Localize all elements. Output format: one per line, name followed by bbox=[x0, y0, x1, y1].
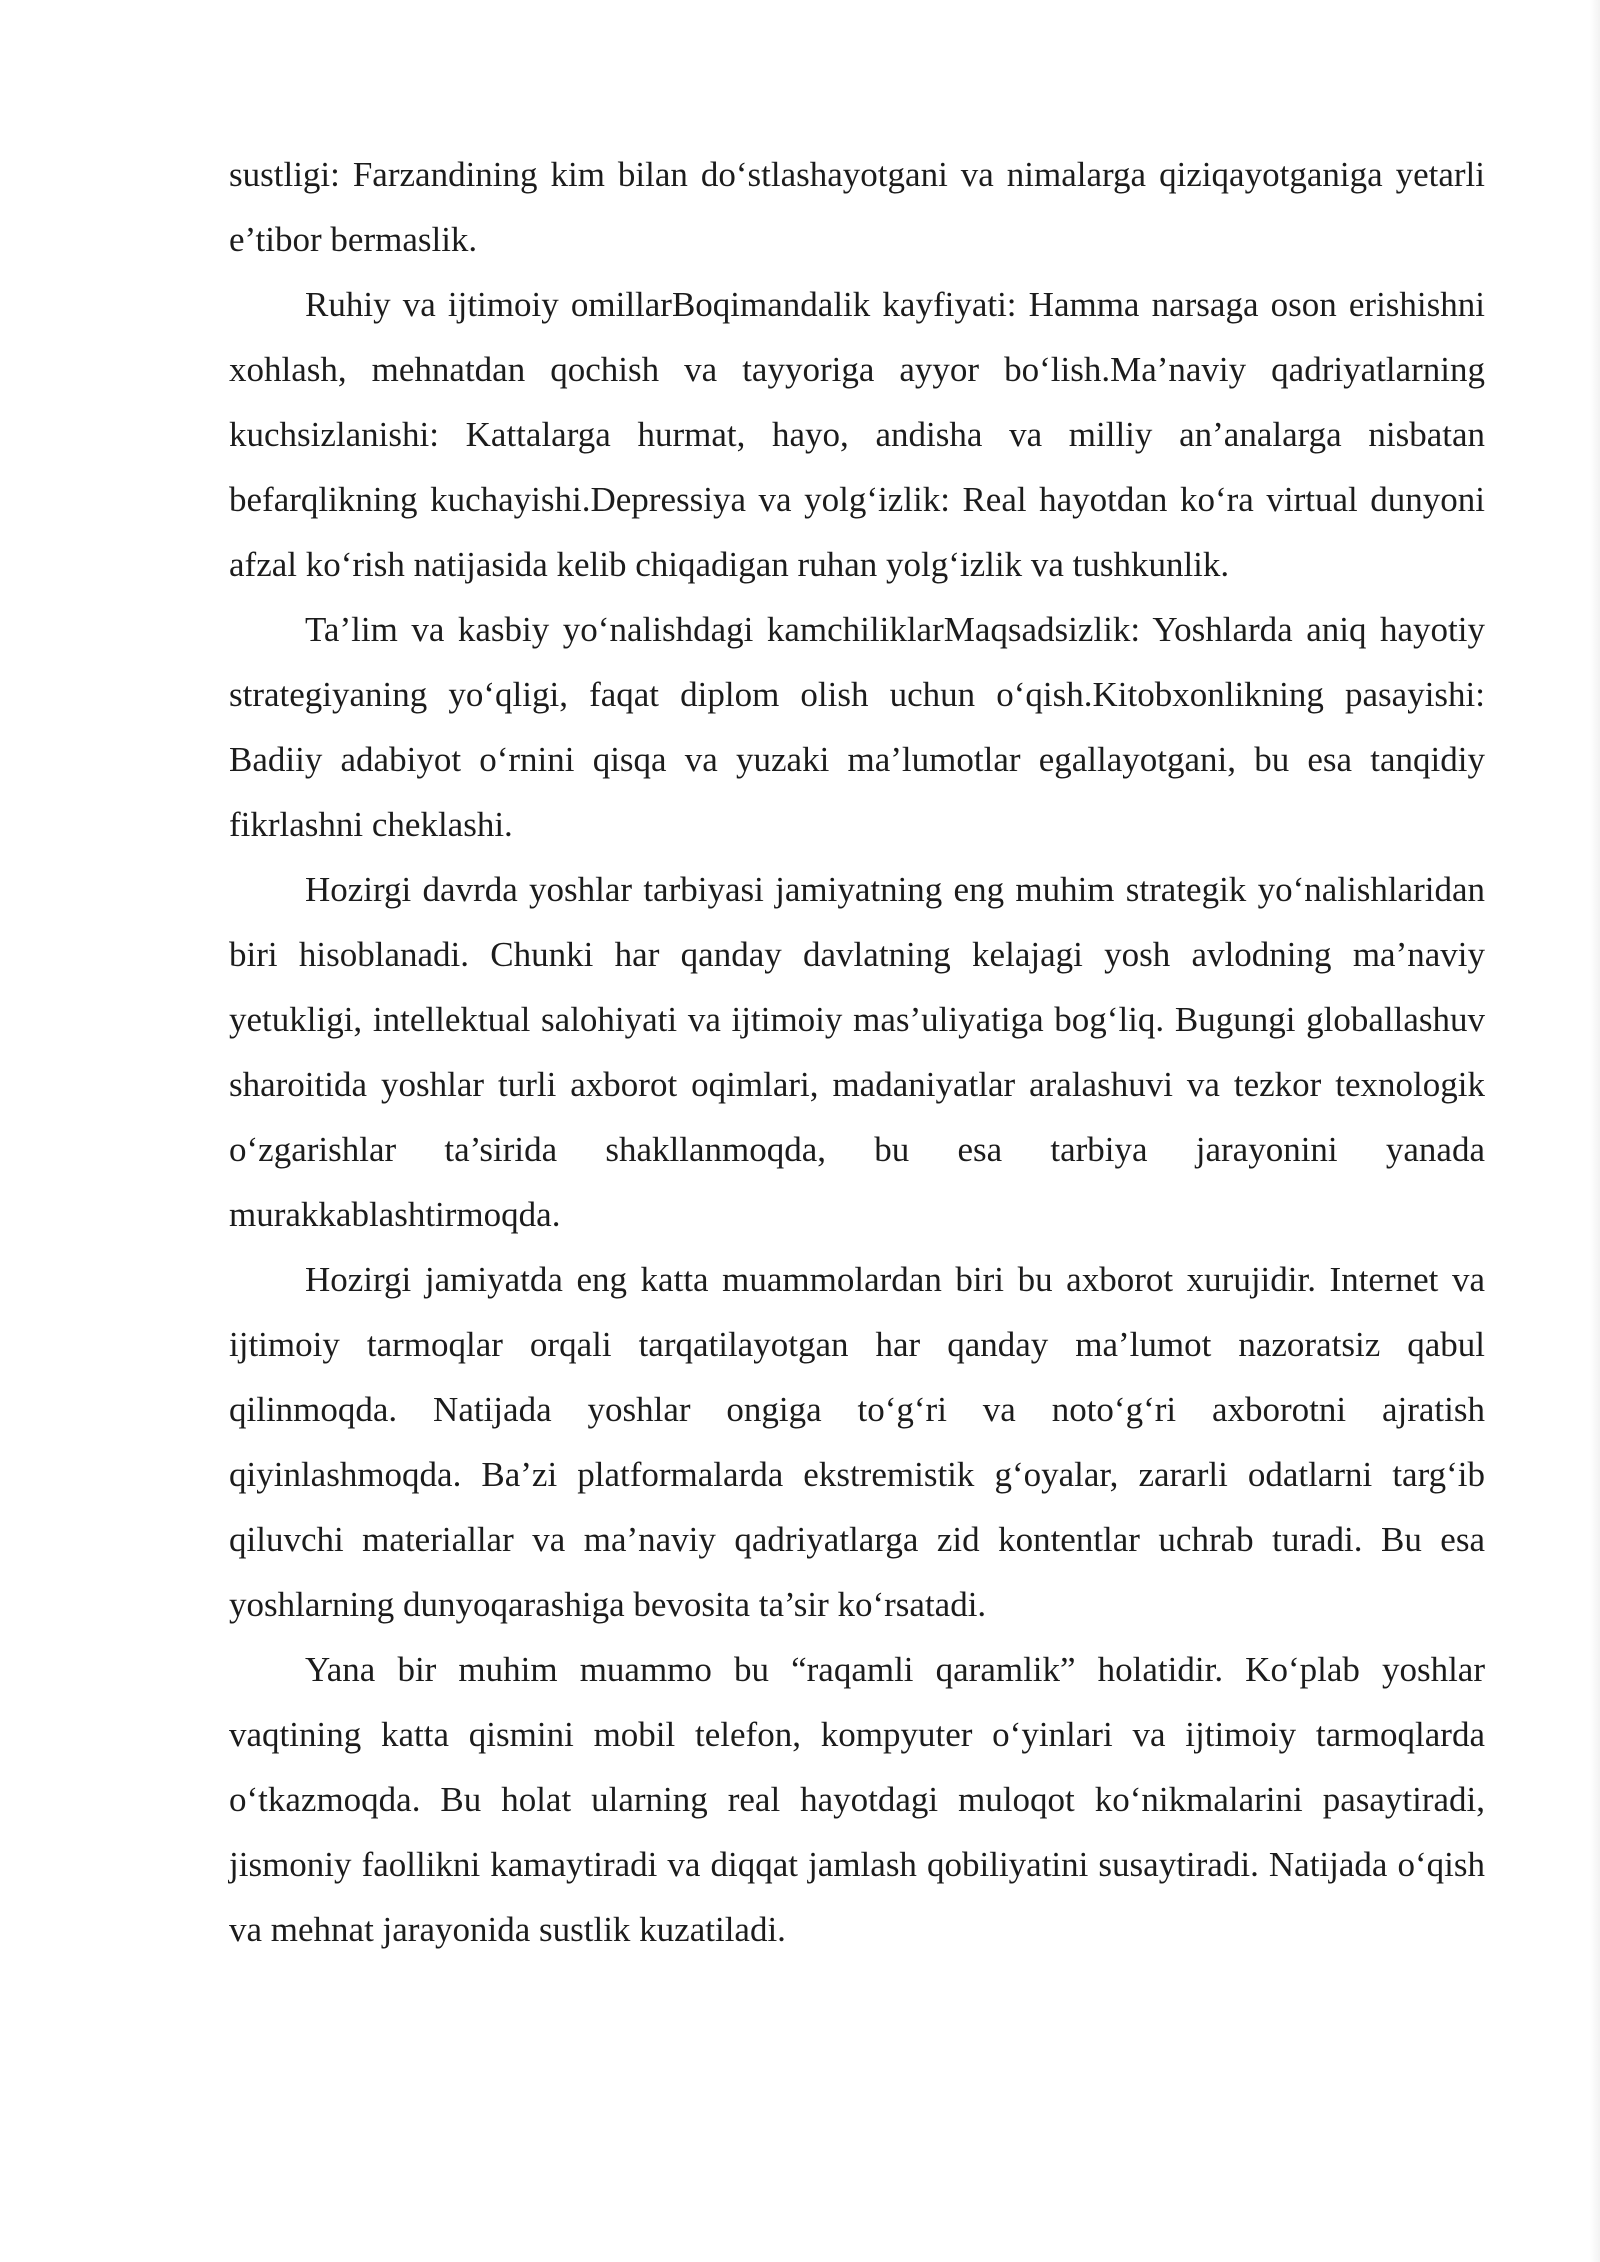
paragraph-education-shortcomings: Ta’lim va kasbiy yo‘nalishdagi kamchiliklarMaqsadsizlik: Yoshlarda aniq hayotiy strategiyaning yo‘qligi, faqat diplom olish uchun o‘qish.Kitobxonlikning pasayishi: Badiiy adabiyot o‘rnini qisqa va yuzaki ma’lumotlar egallayotgani, bu esa tanqidiy fikrlashni cheklashi. bbox=[229, 610, 1485, 844]
document-body bbox=[229, 142, 1485, 1962]
paragraph-information-attack: Hozirgi jamiyatda eng katta muammolardan biri bu axborot xurujidir. Internet va ijtimoiy tarmoqlar orqali tarqatilayotgan har qanday ma’lumot nazoratsiz qabul qilinmoqda. Natijada yoshlar ongiga to‘g‘ri va noto‘g‘ri axborotni ajratish qiyinlashmoqda. Ba’zi platformalarda ekstremistik g‘oyalar, zararli odatlarni targ‘ib qiluvchi materiallar va ma’naviy qadriyatlarga zid kontentlar uchrab turadi. Bu esa yoshlarning dunyoqarashiga bevosita ta’sir ko‘rsatadi. bbox=[229, 1260, 1485, 1624]
paragraph-psychosocial-factors: Ruhiy va ijtimoiy omillarBoqimandalik kayfiyati: Hamma narsaga oson erishishni xohlash, mehnatdan qochish va tayyoriga ayyor bo‘lish.Ma’naviy qadriyatlarning kuchsizlanishi: Kattalarga hurmat, hayo, andisha va milliy an’analarga nisbatan befarqlikning kuchayishi.Depressiya va yolg‘izlik: Real hayotdan ko‘ra virtual dunyoni afzal ko‘rish natijasida kelib chiqadigan ruhan yolg‘izlik va tushkunlik. bbox=[229, 285, 1485, 584]
page-edge-shadow bbox=[1590, 0, 1600, 2262]
paragraph-continuation: sustligi: Farzandining kim bilan do‘stlashayotgani va nimalarga qiziqayotganiga yetarli e’tibor bermaslik. bbox=[229, 155, 1485, 259]
paragraph-youth-upbringing: Hozirgi davrda yoshlar tarbiyasi jamiyatning eng muhim strategik yo‘nalishlaridan biri hisoblanadi. Chunki har qanday davlatning kelajagi yosh avlodning ma’naviy yetukligi, intellektual salohiyati va ijtimoiy mas’uliyatiga bog‘liq. Bugungi globallashuv sharoitida yoshlar turli axborot oqimlari, madaniyatlar aralashuvi va tezkor texnologik o‘zgarishlar ta’sirida shakllanmoqda, bu esa tarbiya jarayonini yanada murakkablashtirmoqda. bbox=[229, 870, 1485, 1234]
paragraph-digital-addiction: Yana bir muhim muammo bu “raqamli qaramlik” holatidir. Ko‘plab yoshlar vaqtining katta qismini mobil telefon, kompyuter o‘yinlari va ijtimoiy tarmoqlarda o‘tkazmoqda. Bu holat ularning real hayotdagi muloqot ko‘nikmalarini pasaytiradi, jismoniy faollikni kamaytiradi va diqqat jamlash qobiliyatini susaytiradi. Natijada o‘qish va mehnat jarayonida sustlik kuzatiladi. bbox=[229, 1650, 1485, 1949]
